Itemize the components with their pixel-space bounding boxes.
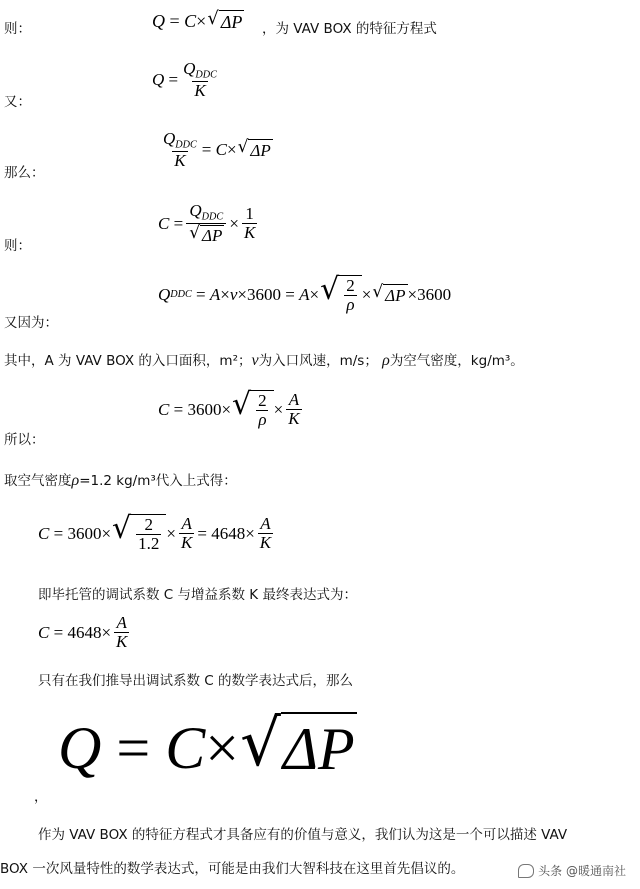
text-density: 取空气密度ρ=1.2 kg/m³代入上式得： [4, 472, 237, 489]
equation-c: C = $Q_{DDC}$ √ ΔP × $\frac{1}{K}$ [158, 201, 256, 246]
text-then-1: 则： [4, 21, 31, 37]
equation-big: Q = C × √ ΔP [58, 707, 355, 782]
equation-c-3600: C = 3600 × √ $\frac{2}{\rho}$ × $\frac{A}{K}$ [158, 387, 300, 429]
text-paragraph-2: BOX 一次风量特性的数学表达式，可能是由我们大智科技在这里首先倡议的。 [0, 861, 465, 877]
text-also: 又： [4, 94, 31, 110]
watermark: 头条 @暖通南社 [518, 862, 626, 879]
equation-q-over-k: Q = $\frac{Q_{DDC}}{K}$ [152, 59, 217, 101]
text-paragraph-1: 作为 VAV BOX 的特征方程式才具备应有的价值与意义，我们认为这是一个可以描述 VAV [38, 827, 568, 843]
text-therefore: 所以： [4, 432, 45, 448]
equation-c-4648-expanded: C = 3600 × √ $\frac{2}{1.2}$ × $\frac{A}{K}$ = 4648 × $\frac{A}{K}$ [38, 511, 272, 553]
equation-ratio: $\frac{Q_{DDC}}{K}$ = C × √ ΔP [163, 129, 271, 171]
text-where: 其中，A 为 VAV BOX 的入口面积，m²；v为入口风速，m/s； ρ为空气密度，kg/m³。 [4, 352, 524, 369]
text-final-expression: 即毕托管的调试系数 C 与增益系数 K 最终表达式为： [38, 587, 357, 603]
text-characteristic-label: ，为 VAV BOX 的特征方程式 [262, 21, 437, 37]
chat-bubble-icon [518, 864, 534, 878]
equation-characteristic: Q = C × √ ΔP [152, 8, 243, 32]
text-then-2: 则： [4, 238, 31, 254]
text-so: 那么： [4, 165, 45, 181]
text-comma: ， [34, 789, 48, 805]
text-because: 又因为： [4, 315, 58, 331]
equation-c-4648: C = 4648 × $\frac{A}{K}$ [38, 613, 128, 651]
equation-qddc: Q DDC = A × v × 3600 = A × √ $\frac{2}{\rho}$ × √ ΔP × 3600 [158, 272, 452, 314]
text-only-after: 只有在我们推导出调试系数 C 的数学表达式后，那么 [38, 673, 354, 689]
